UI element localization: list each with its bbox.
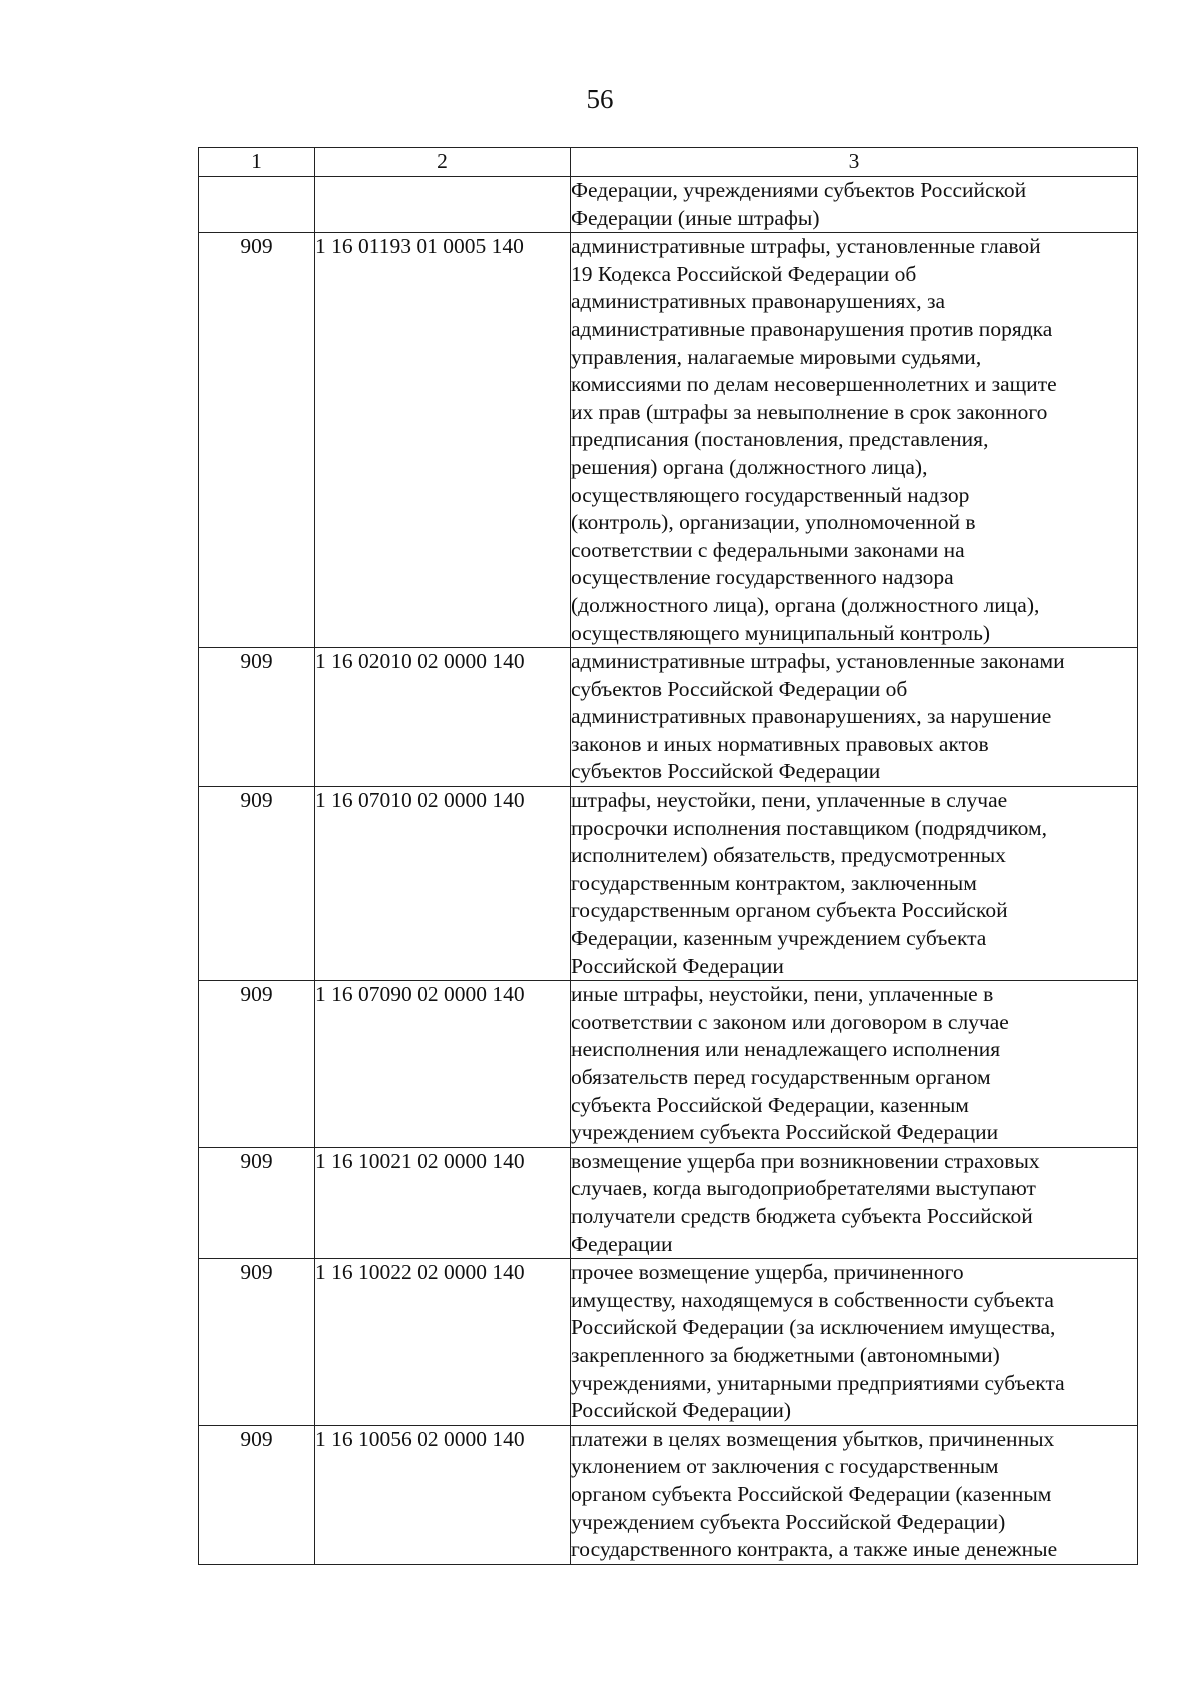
description-line: комиссиями по делам несовершеннолетних и защите — [571, 372, 1057, 397]
description-line: осуществляющего государственный надзор — [571, 482, 970, 507]
budget-classification-code-cell: 1 16 10022 02 0000 140 — [315, 1259, 571, 1426]
description-line: исполнителем) обязательств, предусмотренных — [571, 843, 1006, 868]
admin-code-cell: 909 — [199, 981, 315, 1148]
admin-code-cell: 909 — [199, 1259, 315, 1426]
description-line: административные штрафы, установленные законами — [571, 649, 1065, 674]
description-cell — [571, 648, 1138, 787]
description-line: субъектов Российской Федерации об — [571, 676, 908, 701]
description-line: имуществу, находящемуся в собственности субъекта — [571, 1287, 1054, 1312]
budget-classification-code-cell — [315, 177, 571, 233]
description-line: возмещение ущерба при возникновении страховых — [571, 1148, 1040, 1173]
admin-code-cell: 909 — [199, 648, 315, 787]
table-header-row — [199, 148, 1138, 177]
description-line: штрафы, неустойки, пени, уплаченные в случае — [571, 788, 1008, 813]
page-number: 56 — [586, 84, 614, 114]
description-line: органом субъекта Российской Федерации (казенным — [571, 1481, 1052, 1506]
description-line: Федерации, казенным учреждением субъекта — [571, 926, 987, 951]
description-line: неисполнения или ненадлежащего исполнения — [571, 1037, 1001, 1062]
description-cell — [571, 1147, 1138, 1258]
description-cell — [571, 1259, 1138, 1426]
admin-code-cell: 909 — [199, 787, 315, 981]
budget-classification-code-cell: 1 16 02010 02 0000 140 — [315, 648, 571, 787]
description-line: соответствии с законом или договором в случае — [571, 1009, 1009, 1034]
budget-classification-code-cell: 1 16 01193 01 0005 140 — [315, 233, 571, 648]
description-line: Федерации, учреждениями субъектов Российской — [571, 178, 1027, 202]
admin-code-cell: 909 — [199, 233, 315, 648]
admin-code-cell — [199, 177, 315, 233]
budget-classification-code-cell: 1 16 10021 02 0000 140 — [315, 1147, 571, 1258]
description-line: государственным контрактом, заключенным — [571, 870, 977, 895]
description-line: соответствии с федеральными законами на — [571, 537, 965, 562]
description-line: осуществление государственного надзора — [571, 565, 954, 590]
budget-codes-table — [198, 147, 1138, 1565]
description-line: закрепленного за бюджетными (автономными) — [571, 1342, 1000, 1367]
description-line: законов и иных нормативных правовых актов — [571, 731, 989, 756]
header-col-2: 2 — [315, 148, 571, 177]
table-row — [199, 787, 1138, 981]
description-line: государственным органом субъекта Российской — [571, 898, 1008, 923]
table-row — [199, 981, 1138, 1148]
description-line: Российской Федерации (за исключением имущества, — [571, 1315, 1056, 1340]
description-line: осуществляющего муниципальный контроль) — [571, 620, 991, 645]
description-line: Российской Федерации) — [571, 1398, 792, 1423]
header-col-1: 1 — [199, 148, 315, 177]
budget-classification-code-cell: 1 16 07010 02 0000 140 — [315, 787, 571, 981]
header-col-3: 3 — [571, 148, 1138, 177]
description-cell — [571, 177, 1138, 233]
description-line: административных правонарушениях, за — [571, 289, 946, 314]
description-line: административных правонарушениях, за нарушение — [571, 704, 1052, 729]
description-line: государственного контракта, а также иные денежные — [571, 1537, 1058, 1562]
description-line: платежи в целях возмещения убытков, причиненных — [571, 1426, 1055, 1451]
description-line: административные штрафы, установленные главой — [571, 234, 1041, 259]
budget-classification-code-cell: 1 16 07090 02 0000 140 — [315, 981, 571, 1148]
description-line: просрочки исполнения поставщиком (подрядчиком, — [571, 815, 1047, 840]
admin-code-cell: 909 — [199, 1147, 315, 1258]
description-line: решения) органа (должностного лица), — [571, 454, 928, 479]
description-line: случаев, когда выгодоприобретателями выступают — [571, 1176, 1036, 1201]
description-cell — [571, 787, 1138, 981]
description-cell — [571, 1425, 1138, 1564]
description-line: иные штрафы, неустойки, пени, уплаченные в — [571, 982, 994, 1007]
description-line: субъектов Российской Федерации — [571, 759, 881, 784]
description-line: предписания (постановления, представления, — [571, 427, 989, 452]
description-line: (контроль), организации, уполномоченной в — [571, 510, 976, 535]
description-line: уклонением от заключения с государственным — [571, 1454, 999, 1479]
description-line: Федерации — [571, 1231, 673, 1256]
table-row — [199, 648, 1138, 787]
table-row — [199, 1147, 1138, 1258]
table-row — [199, 233, 1138, 648]
description-line: учреждением субъекта Российской Федерации — [571, 1120, 999, 1145]
admin-code-cell: 909 — [199, 1425, 315, 1564]
description-line: (должностного лица), органа (должностного лица), — [571, 592, 1040, 617]
description-line: Российской Федерации — [571, 953, 784, 978]
description-line: управления, налагаемые мировыми судьями, — [571, 344, 982, 369]
description-line: учреждением субъекта Российской Федерации) — [571, 1509, 1006, 1534]
description-line: прочее возмещение ущерба, причиненного — [571, 1260, 964, 1285]
description-line: учреждениями, унитарными предприятиями субъекта — [571, 1370, 1065, 1395]
description-line: 19 Кодекса Российской Федерации об — [571, 261, 917, 286]
description-cell — [571, 233, 1138, 648]
table-row — [199, 1425, 1138, 1564]
description-line: обязательств перед государственным органом — [571, 1065, 991, 1089]
description-line: получатели средств бюджета субъекта Российской — [571, 1203, 1033, 1228]
table-row — [199, 177, 1138, 233]
description-line: субъекта Российской Федерации, казенным — [571, 1092, 969, 1117]
description-line: административные правонарушения против порядка — [571, 316, 1053, 341]
description-cell — [571, 981, 1138, 1148]
description-line: Федерации (иные штрафы) — [571, 205, 820, 230]
table-row — [199, 1259, 1138, 1426]
description-line: их прав (штрафы за невыполнение в срок законного — [571, 399, 1048, 424]
budget-classification-code-cell: 1 16 10056 02 0000 140 — [315, 1425, 571, 1564]
